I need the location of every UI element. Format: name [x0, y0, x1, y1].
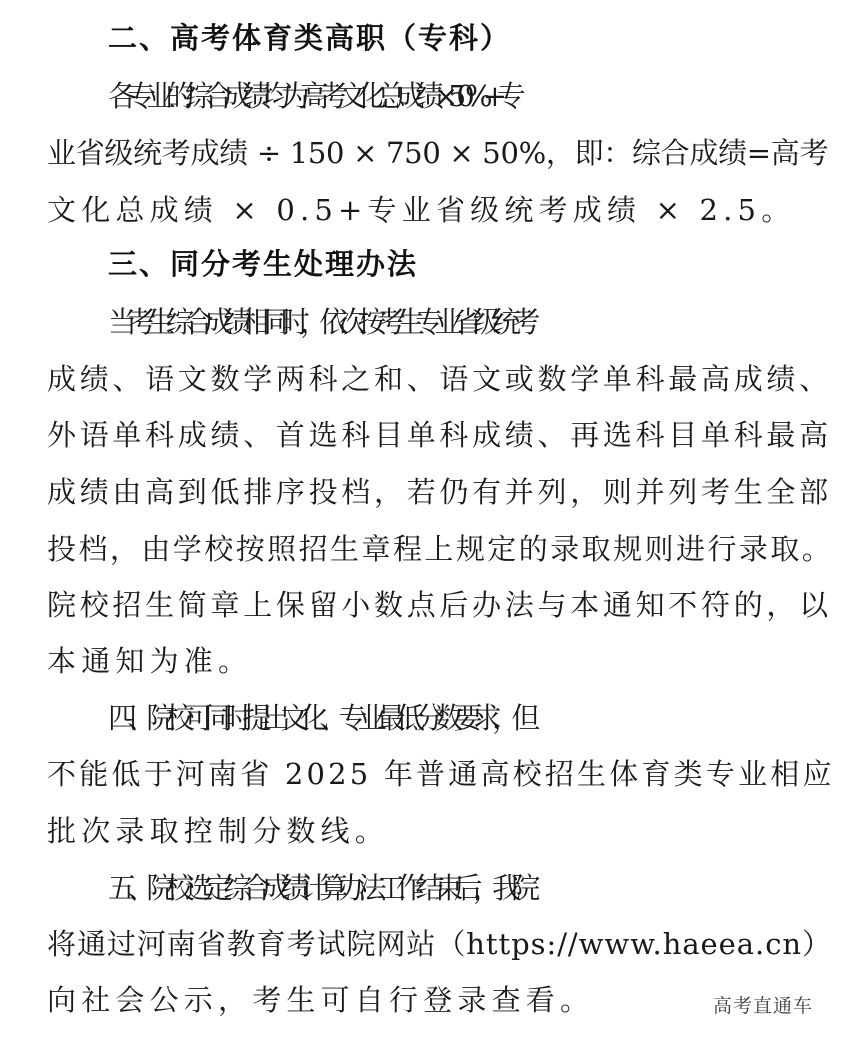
section-3-line-2: 成绩、语文数学两科之和、语文或数学单科最高成绩、 [47, 362, 832, 396]
section-3-heading: 三、同分考生处理办法 [108, 247, 419, 281]
source-watermark: 高考直通车 [712, 995, 813, 1017]
section-3-line-7: 本通知为准。 [47, 644, 253, 678]
section-4-line-3: 批次录取控制分数线。 [47, 814, 390, 848]
section-3-line-3: 外语单科成绩、首选科目单科成绩、再选科目单科最高 [47, 418, 832, 452]
section-4-line-1: 四、院校可同时提出文化、专业最低分数要求，但 [108, 701, 531, 735]
section-2-line-2: 业省级统考成绩 ÷ 150 × 750 × 50%，即：综合成绩=高考 [47, 136, 829, 170]
section-3-line-4: 成绩由高到低排序投档，若仍有并列，则并列考生全部 [47, 475, 832, 509]
section-2-line-3: 文化总成绩 × 0.5+专业省级统考成绩 × 2.5。 [47, 193, 796, 227]
section-2-line-1: 各专业的综合成绩均为高考文化总成绩 × 50%+ 专 [108, 79, 516, 113]
section-5-line-1: 五、院校选定综合成绩计算办法工作结束后，我院 [108, 871, 531, 905]
section-2-heading: 二、高考体育类高职（专科） [108, 21, 512, 55]
section-3-line-6: 院校招生简章上保留小数点后办法与本通知不符的，以 [47, 588, 832, 622]
section-3-line-1: 当考生综合成绩相同时，依次按考生专业省级统考 [108, 305, 531, 339]
section-5-line-3: 向社会公示，考生可自行登录查看。 [47, 983, 595, 1017]
section-4-line-2: 不能低于河南省 2025 年普通高校招生体育类专业相应 [47, 757, 835, 791]
section-3-line-5: 投档，由学校按照招生章程上规定的录取规则进行录取。 [47, 532, 834, 566]
section-5-line-2: 将通过河南省教育考试院网站（https://www.haeea.cn） [47, 927, 832, 961]
